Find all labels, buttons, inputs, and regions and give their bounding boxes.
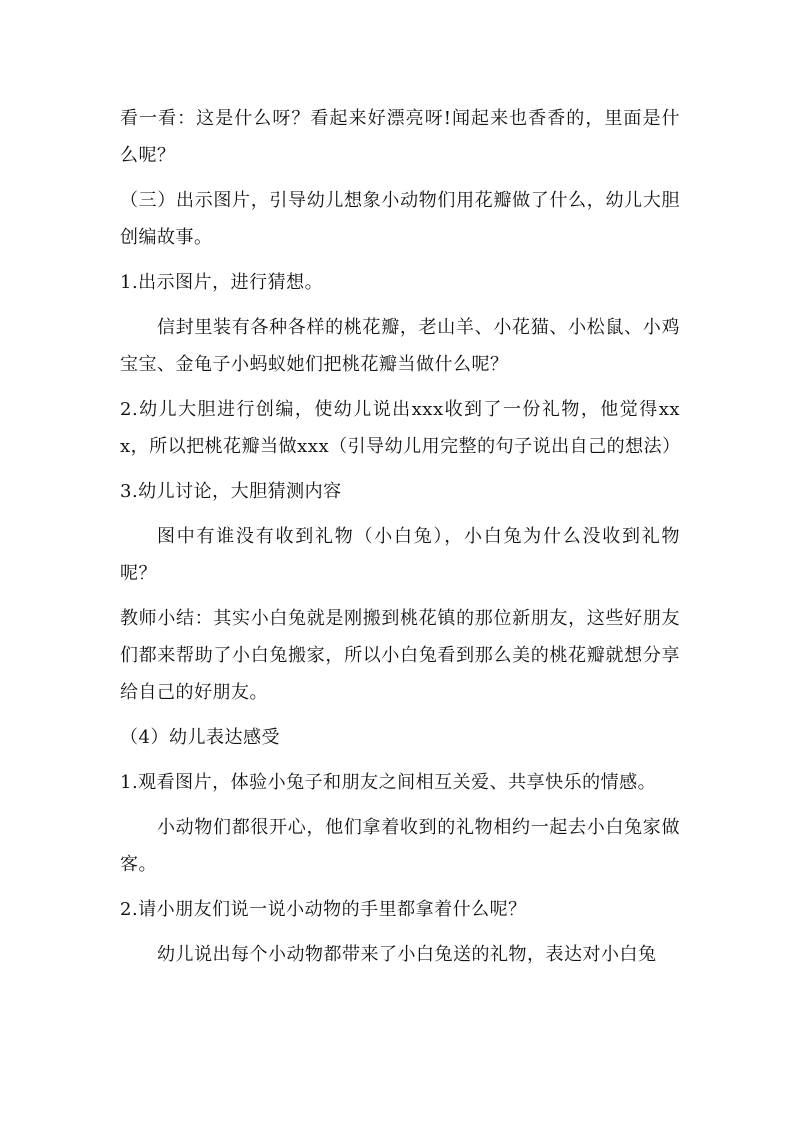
paragraph-intro-question: 看一看：这是什么呀？看起来好漂亮呀!闻起来也香香的，里面是什么呢？ xyxy=(120,108,680,166)
paragraph-animals-happy: 小动物们都很开心，他们拿着收到的礼物相约一起去小白兔家做客。 xyxy=(120,817,680,875)
paragraph-envelope: 信封里装有各种各样的桃花瓣，老山羊、小花猫、小松鼠、小鸡宝宝、金龟子小蚂蚁她们把桃花瓣当做什么呢？ xyxy=(120,317,680,375)
step-2-heading: 2.幼儿大胆进行创编，使幼儿说出xxx收到了一份礼物，他觉得xxx，所以把桃花瓣当做xxx（引导幼儿用完整的句子说出自己的想法） xyxy=(120,399,681,457)
step-3-heading: 3.幼儿讨论，大胆猜测内容 xyxy=(120,481,342,502)
paragraph-gifts: 幼儿说出每个小动物都带来了小白兔送的礼物，表达对小白兔 xyxy=(157,944,657,965)
paragraph-teacher-summary: 教师小结：其实小白兔就是刚搬到桃花镇的那位新朋友，这些好朋友们都来帮助了小白兔搬家，所以小白兔看到那么美的桃花瓣就想分享给自己的好朋友。 xyxy=(120,608,680,703)
step-1-heading: 1.出示图片，进行猜想。 xyxy=(120,272,324,293)
paragraph-rabbit-question: 图中有谁没有收到礼物（小白兔），小白兔为什么没收到礼物呢？ xyxy=(120,526,680,584)
section-heading-3: （三）出示图片，引导幼儿想象小动物们用花瓣做了什么，幼儿大胆创编故事。 xyxy=(120,190,680,248)
step-2-heading-b: 2.请小朋友们说一说小动物的手里都拿着什么呢？ xyxy=(120,899,527,920)
document-body xyxy=(120,100,680,981)
step-1-heading-b: 1.观看图片，体验小兔子和朋友之间相互关爱、共享快乐的情感。 xyxy=(120,772,657,793)
section-heading-4: （4）幼儿表达感受 xyxy=(120,727,280,748)
